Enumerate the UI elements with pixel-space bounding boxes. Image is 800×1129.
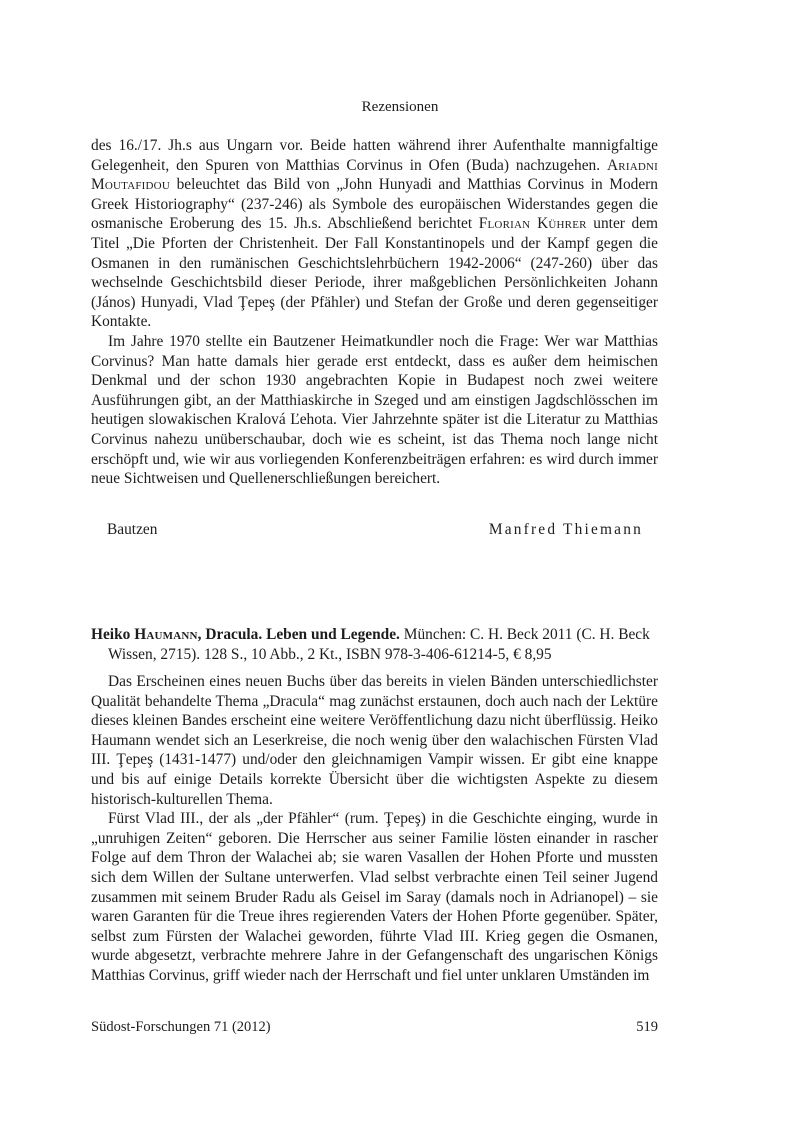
review-1-paragraph-1	[91, 136, 658, 332]
bibliographic-line	[91, 625, 658, 664]
reviewer-place: Bautzen	[107, 521, 158, 538]
review-2-paragraph-1: Das Erscheinen eines neuen Buchs über das bereits in vielen Bänden unterschiedlichster Qualität behandelte Thema „Dracula“ mag zunächst erstaunen, doch auch nach der Lektüre dieses kleinen Bandes erscheint eine weitere Veröffentlichung dazu nicht überflüssig. Heiko Haumann wendet sich an Leserkreise, die noch wenig über den walachischen Fürsten Vlad III. Ţepeş (1431-1477) und/oder den gleichnamigen Vampir wissen. Er gibt eine knappe und bis auf einige Details korrekte Übersicht über die wichtigsten Aspekte zu diesem historisch-kulturellen Thema.	[91, 673, 658, 808]
book-author-first: Heiko	[91, 626, 135, 643]
text-segment: unter dem Titel „Die Pforten der Christenheit. Der Fall Konstantinopels und der Kampf gegen die Osmanen in den rumänischen Geschichtslehrbüchern 1942-2006“ (247-260) über das wechselnde Geschichtsbild dieser Periode, ihrer maßgeblichen Persönlichkeiten Johann (János) Hunyadi, Vlad Ţepeş (der Pfähler) und Stefan der Große und deren gegenseitiger Kontakte.	[91, 215, 659, 331]
running-head: Rezensionen	[361, 99, 439, 115]
book-details: München: C. H. Beck 2011 (C. H. Beck Wissen, 2715). 128 S., 10 Abb., 2 Kt., ISBN 978-3-406-61214-5, € 8,95	[108, 626, 650, 663]
page-footer	[91, 1018, 658, 1038]
reviewer-name: Manfred Thiemann	[488, 521, 643, 538]
text-segment: des 16./17. Jh.s aus Ungarn vor. Beide hatten während ihrer Aufenthalte mannigfaltige Gelegenheit, den Spuren von Matthias Corvinus in Ofen (Buda) nachzugehen.	[91, 137, 658, 174]
book-author-last: Haumann	[134, 626, 198, 643]
review-1-signature	[107, 520, 643, 540]
author-name: Florian Kührer	[478, 215, 587, 233]
review-2-paragraph-2: Fürst Vlad III., der als „der Pfähler“ (rum. Ţepeş) in die Geschichte einging, wurde in „unruhigen Zeiten“ geboren. Die Herrscher aus seiner Familie lösten einander in rascher Folge auf dem Thron der Walachei ab; sie waren Vasallen der Hohen Pforte und mussten sich dem Willen der Sultane unterwerfen. Vlad selbst verbrachte einen Teil seiner Jugend zusammen mit seinem Bruder Radu als Geisel im Saray (damals noch in Adrianopel) – sie waren Garanten für die Treue ihres regierenden Vaters der Hohen Pforte gegenüber. Später, selbst zum Fürsten der Walachei geworden, führte Vlad III. Krieg gegen die Osmanen, wurde abgesetzt, verbrachte mehrere Jahre in der Gefangenschaft des ungarischen Königs Matthias Corvinus, griff wieder nach der Herrschaft und fiel unter unklaren Umständen im	[91, 810, 658, 984]
review-2-bibliographic-entry	[91, 625, 658, 664]
book-title: , Dracula. Leben und Legende.	[197, 626, 400, 643]
review-2-body	[91, 672, 658, 986]
text-segment: beleuchtet das Bild von „John Hunyadi and Matthias Corvinus in Modern Greek Historiography“ (237-246) als Symbole des europäischen Widerstandes gegen die osmanische Eroberung des 15. Jh.s. Abschließend berichtet	[91, 176, 658, 233]
journal-citation: Südost-Forschungen 71 (2012)	[91, 1019, 271, 1035]
author-name: Ariadni Moutafidou	[91, 156, 658, 194]
page-number: 519	[636, 1019, 658, 1035]
review-1-body	[91, 136, 658, 489]
review-1-paragraph-2: Im Jahre 1970 stellte ein Bautzener Heimatkundler noch die Frage: Wer war Matthias Corvinus? Man hatte damals hier gerade erst entdeckt, dass es außer dem heimischen Denkmal und der schon 1930 angebrachten Kopie in Budapest noch zwei weitere Ausführungen gibt, an der Matthiaskirche in Szeged und am einstigen Jagdschlösschen im heutigen slowakischen Kralová Ľehota. Vier Jahrzehnte später ist die Literatur zu Matthias Corvinus nahezu unüberschaubar, doch wie es scheint, ist das Thema noch lange nicht erschöpft und, wie wir aus vorliegenden Konferenzbeiträgen erfahren: es wird durch immer neue Sichtweisen und Quellenerschließungen bereichert.	[91, 332, 658, 488]
